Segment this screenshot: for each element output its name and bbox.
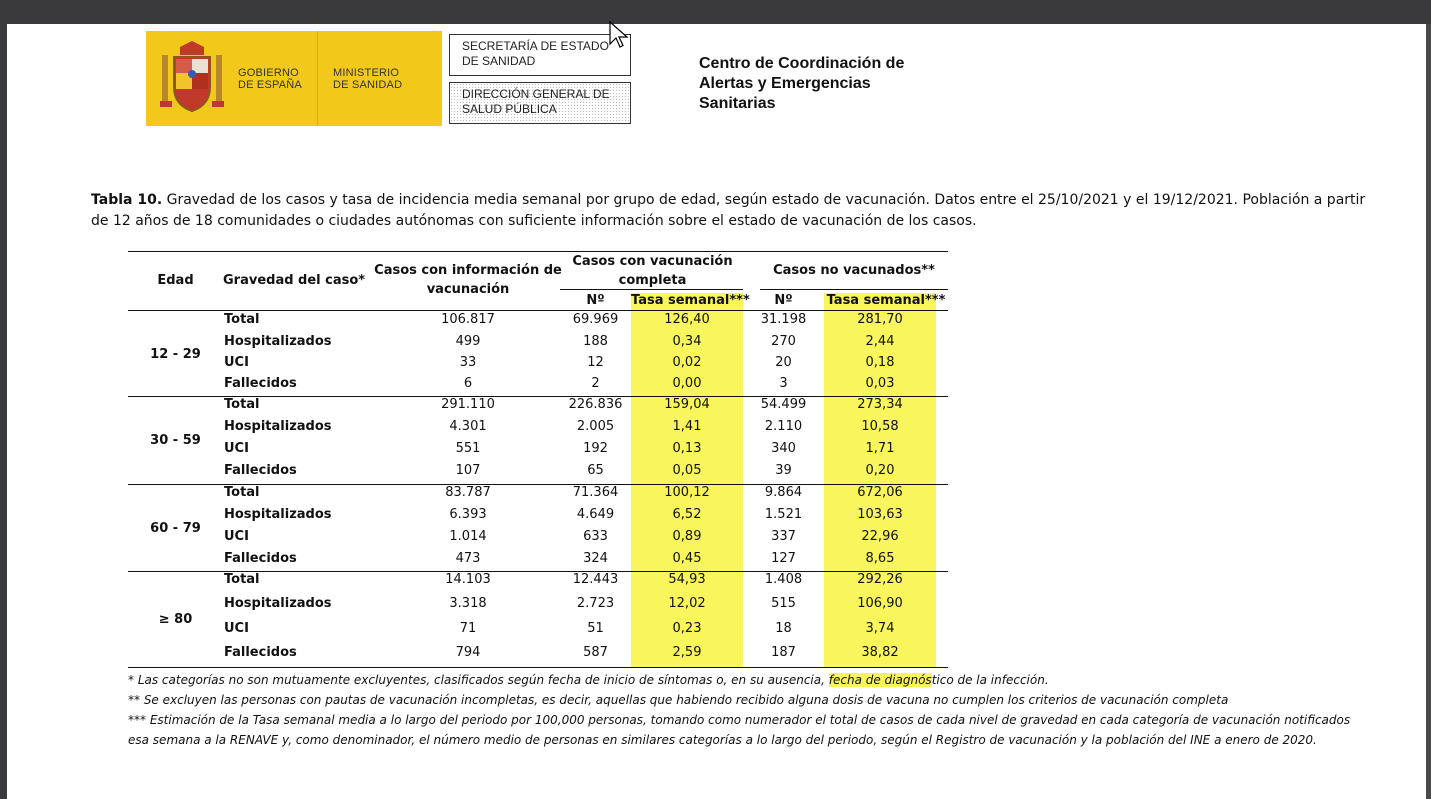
cell-novac-tasa: 0,03 — [865, 376, 895, 391]
rule-header-bottom — [128, 310, 948, 311]
cell-novac-n: 187 — [771, 645, 796, 660]
cell-info: 71 — [459, 621, 477, 636]
header-edad: Edad — [157, 273, 194, 288]
header-gravedad: Gravedad del caso* — [223, 273, 366, 288]
severity-label: Hospitalizados — [224, 507, 332, 522]
header-info: Casos con información de vacunación — [374, 263, 562, 297]
severity-label: Hospitalizados — [224, 334, 332, 349]
cell-novac-tasa: 106,90 — [857, 596, 903, 611]
cell-info: 473 — [455, 551, 481, 566]
cell-novac-n: 337 — [771, 529, 796, 544]
cell-info: 551 — [455, 441, 481, 456]
severity-label: Total — [224, 572, 260, 587]
cell-completa-n: 12.443 — [572, 572, 619, 587]
secretaria-box: SECRETARÍA DE ESTADO DE SANIDAD — [449, 34, 631, 76]
table-caption: Tabla 10. Gravedad de los casos y tasa de incidencia media semanal por grupo de edad, según estado de vacunación. Datos entre el 25/10/2021 y el 19/12/2021. Población a partir de 12 años de 18 comunidades o ciudades autónomas con suficiente información sobre el estado de vacunación de los casos. — [91, 192, 1366, 229]
age-group-label: 12 - 29 — [150, 347, 201, 362]
mouse-cursor-icon — [608, 20, 630, 50]
highlight-col-novac — [824, 293, 936, 668]
cell-completa-tasa: 0,05 — [672, 463, 702, 478]
cell-completa-n: 65 — [587, 463, 604, 478]
cell-novac-tasa: 2,44 — [865, 334, 895, 349]
cell-completa-tasa: 6,52 — [672, 507, 702, 522]
cell-info: 33 — [459, 355, 477, 370]
cell-novac-n: 54.499 — [760, 397, 807, 412]
severity-label: Total — [224, 312, 260, 327]
logo-divider — [317, 31, 318, 126]
cell-novac-n: 20 — [775, 355, 792, 370]
cell-novac-tasa: 22,96 — [861, 529, 899, 544]
cell-completa-n: 324 — [583, 551, 608, 566]
severity-label: Fallecidos — [224, 551, 297, 566]
cell-novac-tasa: 8,65 — [865, 551, 895, 566]
cell-completa-tasa: 0,00 — [672, 376, 702, 391]
cell-completa-tasa: 0,02 — [672, 355, 702, 370]
cell-info: 794 — [455, 645, 481, 660]
severity-label: Hospitalizados — [224, 419, 332, 434]
age-group-label: ≥ 80 — [158, 611, 193, 627]
group-separator — [128, 484, 948, 485]
cell-novac-n: 2.110 — [764, 419, 803, 434]
cell-novac-n: 39 — [775, 463, 792, 478]
cell-novac-n: 18 — [775, 621, 792, 636]
cell-completa-n: 2 — [591, 376, 600, 391]
cell-completa-n: 12 — [587, 355, 604, 370]
rule-sub-novac — [760, 289, 948, 290]
rule-top — [128, 251, 948, 252]
cell-novac-n: 127 — [771, 551, 796, 566]
cell-info: 6.393 — [449, 507, 487, 522]
severity-label: UCI — [224, 441, 249, 456]
cell-completa-n: 71.364 — [572, 485, 619, 500]
cell-completa-n: 4.649 — [576, 507, 615, 522]
cell-novac-tasa: 0,18 — [865, 355, 895, 370]
severity-label: UCI — [224, 529, 249, 544]
header-novac-n: Nº — [774, 293, 793, 308]
cell-novac-tasa: 1,71 — [865, 441, 895, 456]
cell-completa-n: 192 — [583, 441, 608, 456]
cell-info: 1.014 — [449, 529, 487, 544]
age-group-label: 60 - 79 — [150, 521, 201, 536]
cell-novac-tasa: 3,74 — [865, 621, 895, 636]
cell-completa-tasa: 0,45 — [672, 551, 702, 566]
gobierno-logo — [146, 31, 442, 126]
cell-completa-n: 69.969 — [572, 312, 619, 327]
cell-novac-n: 515 — [771, 596, 796, 611]
direccion-box: DIRECCIÓN GENERAL DE SALUD PÚBLICA — [449, 82, 631, 124]
rule-bottom — [128, 667, 948, 668]
header-completa: Casos con vacunación completa — [572, 254, 733, 288]
cell-completa-n: 2.005 — [576, 419, 615, 434]
note-2: ** Se excluyen las personas con pautas de vacunación incompletas, es decir, aquellas que habiendo recibido alguna dosis de vacuna no cumplen los criterios de vacunación completa — [128, 693, 1229, 707]
cell-completa-tasa: 126,40 — [664, 312, 710, 327]
severity-label: Total — [224, 397, 260, 412]
cell-info: 3.318 — [449, 596, 487, 611]
cell-novac-n: 340 — [771, 441, 796, 456]
cell-novac-n: 1.521 — [764, 507, 803, 522]
cell-novac-tasa: 38,82 — [861, 645, 899, 660]
header-novac-tasa: Tasa semanal*** — [826, 293, 946, 308]
cell-completa-tasa: 0,89 — [672, 529, 702, 544]
note-3: *** Estimación de la Tasa semanal media a lo largo del periodo por 100,000 personas, tomando como numerador el total de casos de cada nivel de gravedad en cada categoría de vacunación notificados — [128, 713, 1351, 727]
cell-novac-tasa: 103,63 — [857, 507, 903, 522]
cell-info: 291.110 — [441, 397, 495, 412]
cell-novac-tasa: 281,70 — [857, 312, 903, 327]
header-novac: Casos no vacunados** — [773, 263, 935, 278]
cell-novac-n: 1.408 — [764, 572, 803, 587]
note-4: esa semana a la RENAVE y, como denominador, el número medio de personas en similares categorías a lo largo del periodo, según el Registro de vacunación y la población del INE a enero de 2020. — [128, 733, 1317, 747]
cell-novac-tasa: 292,26 — [857, 572, 903, 587]
cell-completa-tasa: 0,23 — [672, 621, 702, 636]
logo-ministerio-text: MINISTERIO DE SANIDAD — [333, 67, 403, 91]
severity-label: Total — [224, 485, 260, 500]
cell-info: 107 — [455, 463, 481, 478]
cell-completa-tasa: 100,12 — [664, 485, 710, 500]
cell-completa-tasa: 159,04 — [664, 397, 710, 412]
highlight-col-completa — [631, 293, 750, 668]
cell-novac-tasa: 0,20 — [865, 463, 895, 478]
cell-completa-tasa: 0,13 — [672, 441, 702, 456]
cell-completa-n: 633 — [583, 529, 608, 544]
cell-completa-tasa: 1,41 — [672, 419, 702, 434]
cell-completa-n: 2.723 — [576, 596, 615, 611]
cell-novac-tasa: 10,58 — [861, 419, 899, 434]
ccaes-title: Centro de Coordinación de Alertas y Emergencias Sanitarias — [699, 55, 905, 112]
cell-novac-tasa: 273,34 — [857, 397, 903, 412]
severity-label: Fallecidos — [224, 645, 297, 660]
cell-novac-n: 3 — [779, 376, 788, 391]
cell-completa-tasa: 12,02 — [668, 596, 706, 611]
cell-info: 14.103 — [445, 572, 491, 587]
cell-novac-n: 270 — [771, 334, 796, 349]
cell-info: 499 — [455, 334, 481, 349]
viewer-left-edge — [0, 24, 7, 799]
severity-label: Hospitalizados — [224, 596, 332, 611]
header-completa-tasa: Tasa semanal*** — [631, 293, 750, 308]
coat-of-arms-icon — [160, 41, 224, 113]
cell-completa-tasa: 2,59 — [672, 645, 702, 660]
group-separator — [128, 396, 948, 397]
viewer-right-edge — [1426, 24, 1431, 799]
group-separator — [128, 571, 948, 572]
cell-info: 4.301 — [449, 419, 487, 434]
cell-completa-tasa: 54,93 — [668, 572, 706, 587]
cell-novac-n: 31.198 — [760, 312, 807, 327]
header-completa-n: Nº — [586, 293, 605, 308]
cell-completa-n: 226.836 — [568, 397, 623, 412]
severity-label: UCI — [224, 621, 249, 636]
cell-novac-tasa: 672,06 — [857, 485, 903, 500]
viewer-top-bar — [0, 0, 1431, 24]
cell-novac-n: 9.864 — [764, 485, 803, 500]
table-notes — [128, 670, 1350, 750]
age-group-label: 30 - 59 — [150, 433, 201, 448]
cell-info: 106.817 — [441, 312, 495, 327]
cell-info: 83.787 — [445, 485, 491, 500]
cell-completa-n: 188 — [583, 334, 608, 349]
severity-label: Fallecidos — [224, 463, 297, 478]
note-1: * Las categorías no son mutuamente excluyentes, clasificados según fecha de inicio de síntomas o, en su ausencia, fecha de diagnóstico de la infección. — [128, 673, 1049, 687]
severity-label: Fallecidos — [224, 376, 297, 391]
cell-info: 6 — [463, 376, 473, 391]
cell-completa-tasa: 0,34 — [672, 334, 702, 349]
severity-label: UCI — [224, 355, 249, 370]
cell-completa-n: 587 — [583, 645, 608, 660]
logo-gobierno-text: GOBIERNO DE ESPAÑA — [238, 67, 302, 91]
cell-completa-n: 51 — [587, 621, 604, 636]
